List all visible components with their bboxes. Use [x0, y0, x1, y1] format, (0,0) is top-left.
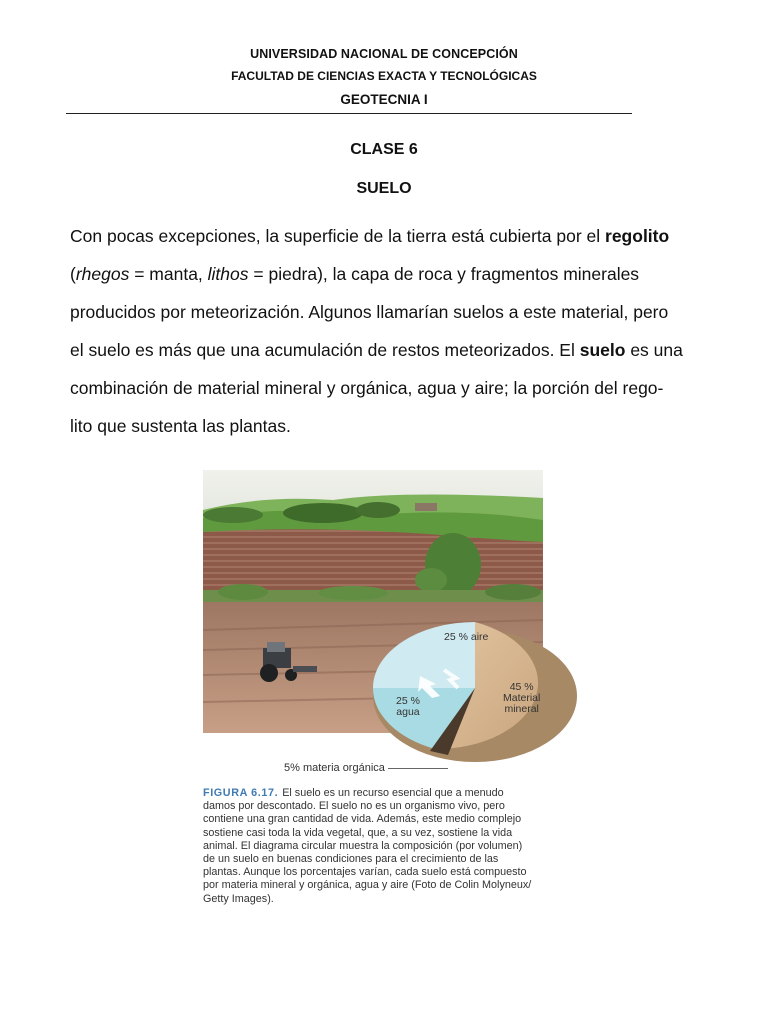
pie-label-air: 25 % aire [444, 631, 489, 643]
class-title: CLASE 6 [350, 141, 418, 158]
header-divider [66, 113, 632, 114]
figure-caption: FIGURA 6.17. El suelo es un recurso esencial que a menudo damos por descontado. El suelo no es un organismo vivo, pero contiene una gran cantidad de vida. Además, este medio complejo sostiene casi toda la vida vegetal, que, a su vez, sostiene la vida animal. El diagrama circular muestra la composición (por volumen) de un suelo en buenas condiciones para el crecimiento de las plantas. Aunque los porcentajes varían, cada suelo está compuesto por materia mineral y orgánica, agua y aire (Foto de Colin Molyneux/ Getty Images). [203, 787, 532, 905]
faculty-name: FACULTAD DE CIENCIAS EXACTA Y TECNOLÓGICAS [231, 69, 537, 83]
paragraph-line-2: (rhegos = manta, lithos = piedra), la capa de roca y fragmentos minerales [70, 264, 640, 284]
topic-title: SUELO [356, 180, 412, 197]
subject-name: GEOTECNIA I [340, 92, 428, 107]
pie-label-organic: 5% materia orgánica [284, 762, 448, 774]
university-name: UNIVERSIDAD NACIONAL DE CONCEPCIÓN [250, 47, 518, 61]
paragraph-line-4: el suelo es más que una acumulación de restos meteorizados. El suelo es una [70, 340, 683, 360]
soil-composition-pie [370, 612, 580, 772]
paragraph-line-1: Con pocas excepciones, la superficie de la tierra está cubierta por el regolito [70, 226, 670, 246]
pie-label-mineral: 45 % Material mineral [503, 681, 541, 715]
paragraph-line-3: producidos por meteorización. Algunos llamarían suelos a este material, pero [70, 302, 669, 322]
paragraph-line-5: combinación de material mineral y orgánica, agua y aire; la porción del rego- [70, 378, 664, 398]
figure-number: FIGURA 6.17. [203, 787, 279, 799]
paragraph-line-6: lito que sustenta las plantas. [70, 416, 291, 436]
pie-label-water: 25 % agua [396, 695, 420, 718]
